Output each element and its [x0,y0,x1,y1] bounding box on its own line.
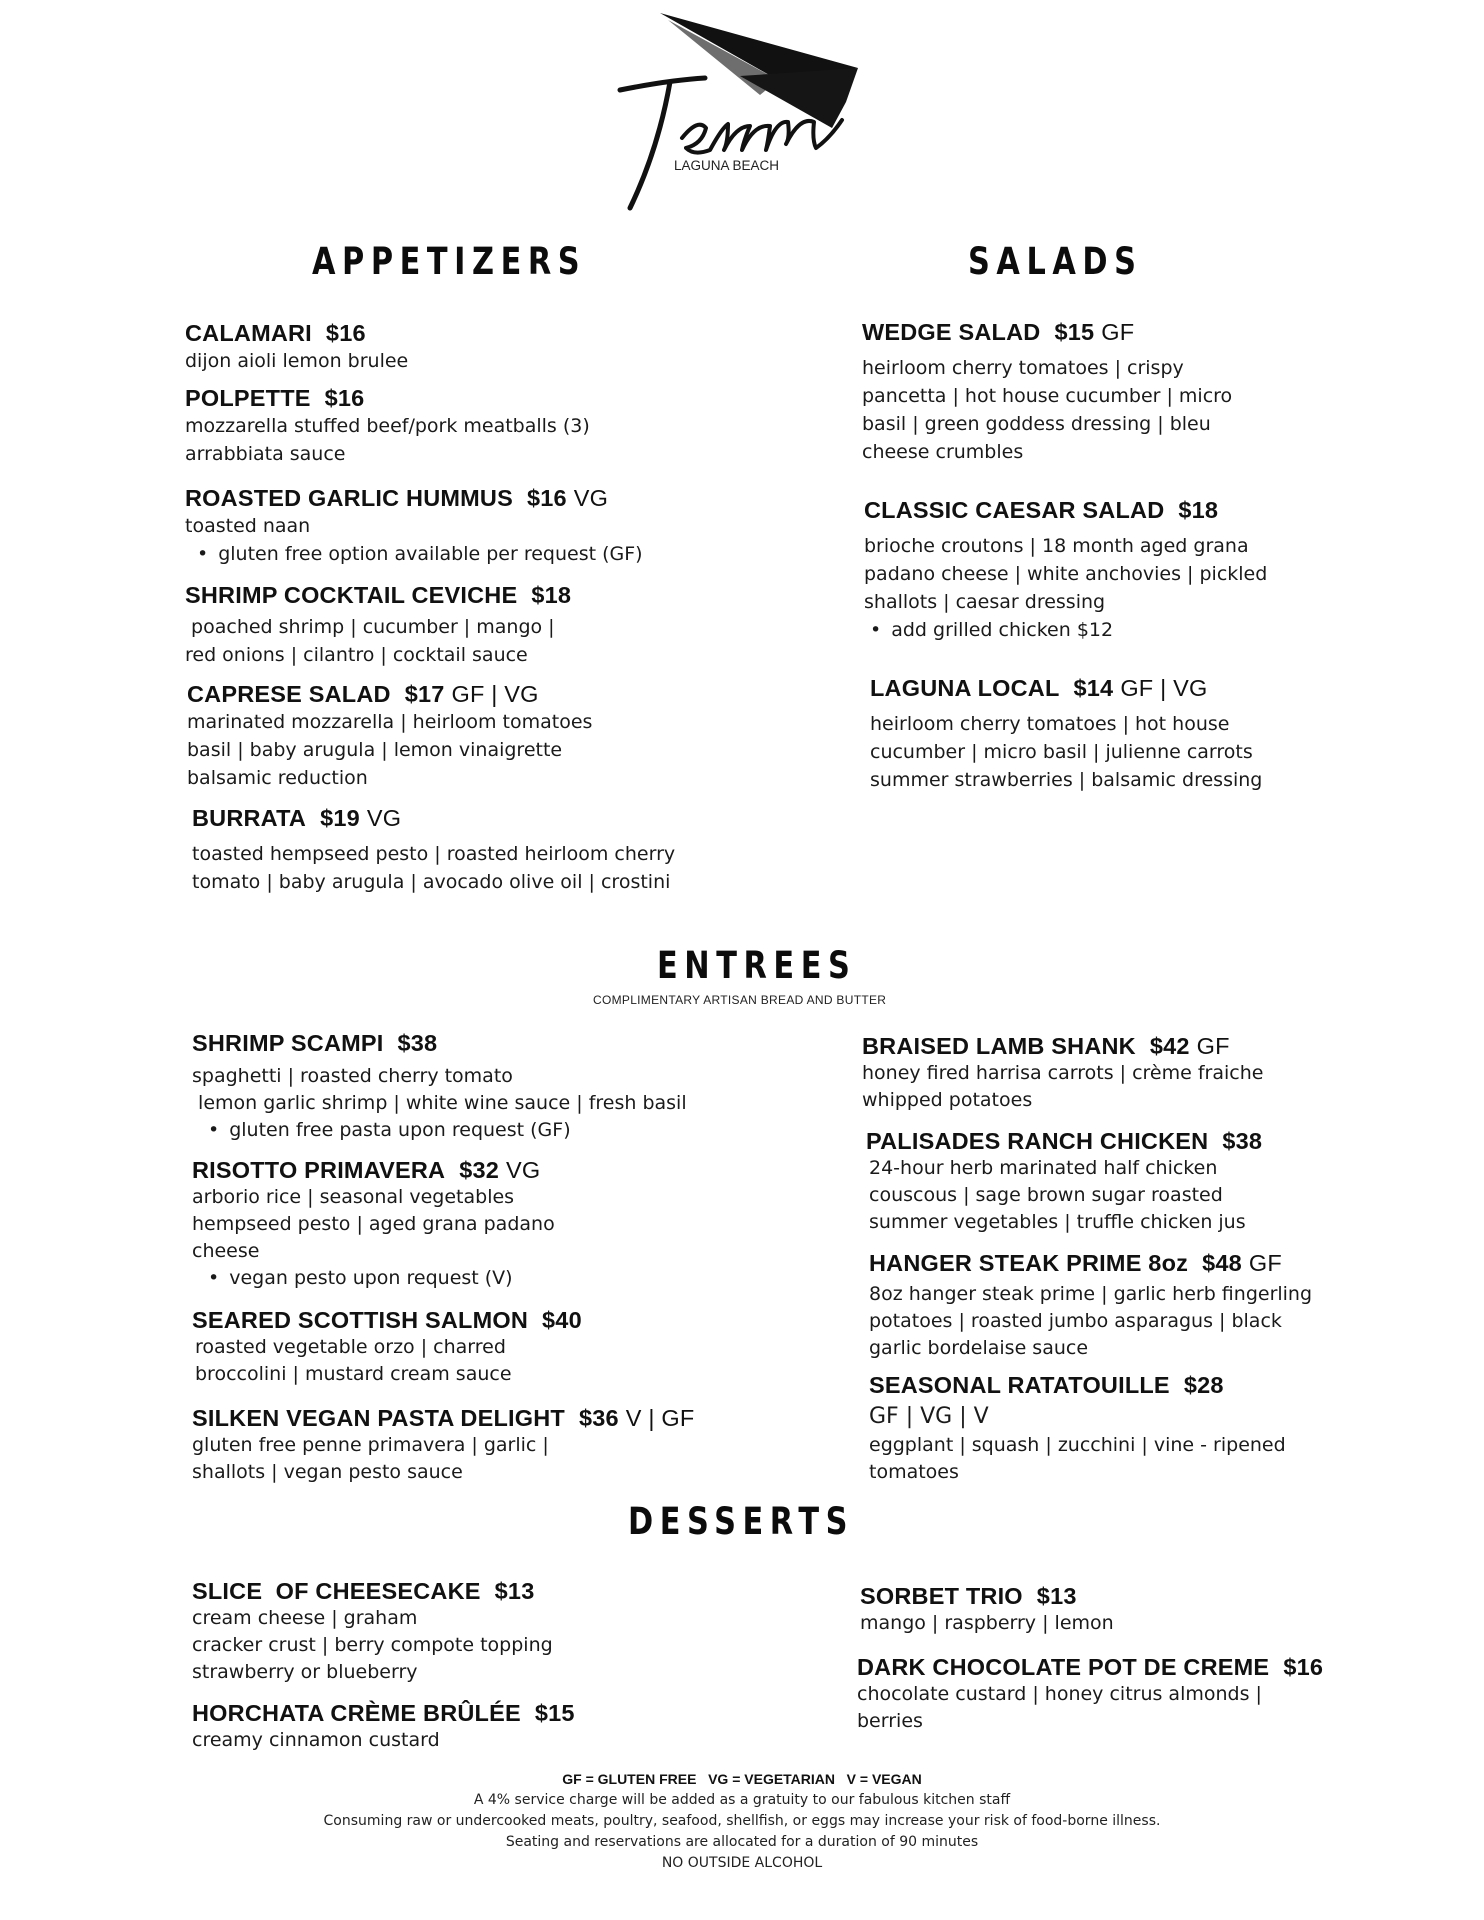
item-description: basil | green goddess dressing | bleu [862,413,1211,435]
item-name: HANGER STEAK PRIME 8oz [869,1250,1189,1276]
salad-item [862,319,1232,466]
dessert-item [860,1583,1114,1637]
entree-item [192,1157,555,1292]
item-description: whipped potatoes [862,1089,1033,1111]
item-price: $42 [1149,1033,1190,1059]
diet-tag: GF | VG | V [869,1404,989,1429]
entrees-heading: ENTREES [657,944,857,987]
item-name: CLASSIC CAESAR SALAD [864,497,1165,523]
salads-heading: SALADS [968,240,1143,283]
t-stem [630,82,670,208]
dessert-item [192,1578,553,1686]
item-description: cucumber | micro basil | julienne carrots [870,741,1253,763]
item-description: shallots | caesar dressing [864,591,1106,613]
item-note-bullet: • vegan pesto upon request (V) [192,1265,555,1292]
item-description: gluten free penne primavera | garlic | [192,1434,549,1456]
appetizer-item [185,320,408,375]
item-description: summer strawberries | balsamic dressing [870,769,1263,791]
item-description: padano cheese | white anchovies | pickled [864,563,1268,585]
diet-tag: VG [573,485,609,511]
item-name: SEASONAL RATATOUILLE [869,1372,1170,1398]
item-note-bullet: • add grilled chicken $12 [864,616,1267,644]
item-price: $16 [324,385,365,411]
entree-item [192,1405,694,1486]
food-safety-warning: Consuming raw or undercooked meats, poultry, seafood, shellfish, or eggs may increase your risk of food-borne illness. [323,1813,1161,1829]
item-note-bullet: • gluten free option available per request (GF) [185,540,643,568]
item-description: spaghetti | roasted cherry tomato [192,1065,513,1087]
item-price: $13 [494,1578,535,1604]
item-description: arborio rice | seasonal vegetables [192,1186,515,1208]
terra-logo [610,10,880,215]
erra-script [682,120,842,153]
item-description: chocolate custard | honey citrus almonds | [857,1683,1262,1705]
item-name: BURRATA [192,805,307,831]
item-name: POLPETTE [185,385,311,411]
dessert-item [857,1654,1323,1735]
item-description: summer vegetables | truffle chicken jus [869,1211,1246,1233]
item-note-bullet: • gluten free pasta upon request (GF) [192,1117,687,1144]
item-description: mozzarella stuffed beef/pork meatballs (3) [185,415,590,437]
appetizer-item [187,681,592,792]
alcohol-note: NO OUTSIDE ALCOHOL [661,1855,823,1871]
dessert-item [192,1700,575,1754]
item-price: $28 [1183,1372,1224,1398]
item-name: SILKEN VEGAN PASTA DELIGHT [192,1405,565,1431]
item-description: garlic bordelaise sauce [869,1337,1089,1359]
item-description: cheese [192,1240,260,1262]
entree-item [862,1033,1263,1114]
item-name: PALISADES RANCH CHICKEN [866,1128,1209,1154]
appetizer-item [192,805,675,896]
item-description: roasted vegetable orzo | charred [195,1336,506,1358]
item-description: tomatoes [869,1461,959,1483]
seating-note: Seating and reservations are allocated for a duration of 90 minutes [505,1834,979,1850]
item-name: WEDGE SALAD [862,319,1041,345]
item-price: $15 [534,1700,575,1726]
item-description: mango | raspberry | lemon [860,1612,1114,1634]
item-price: $19 [320,805,360,831]
item-description: poached shrimp | cucumber | mango | [185,616,555,638]
item-description: toasted naan [185,515,311,537]
item-name: SEARED SCOTTISH SALMON [192,1307,529,1333]
item-description: basil | baby arugula | lemon vinaigrette [187,739,563,761]
item-price: $32 [459,1157,500,1183]
item-description: berries [857,1710,923,1732]
item-price: $16 [325,320,366,346]
item-name: HORCHATA CRÈME BRÛLÉE [192,1700,521,1726]
salad-item [870,675,1262,794]
item-description: cracker crust | berry compote topping [192,1634,553,1656]
item-price: $18 [531,582,572,608]
footer [0,1771,1484,1874]
diet-tag: V | GF [625,1405,695,1431]
diet-tag: GF [1101,319,1135,345]
item-price: $40 [542,1307,582,1333]
entree-item [192,1030,687,1144]
item-name: BRAISED LAMB SHANK [862,1033,1136,1059]
item-description: brioche croutons | 18 month aged grana [864,535,1249,557]
item-price: $14 [1073,675,1114,701]
item-description: creamy cinnamon custard [192,1729,440,1751]
item-description: couscous | sage brown sugar roasted [869,1184,1223,1206]
item-description: tomato | baby arugula | avocado olive oil | crostini [192,871,671,893]
diet-tag: GF [1196,1033,1230,1059]
salad-item [864,497,1267,644]
item-name: RISOTTO PRIMAVERA [192,1157,446,1183]
diet-tag: VG [506,1157,541,1183]
item-name: SHRIMP SCAMPI [192,1030,384,1056]
service-charge-note: A 4% service charge will be added as a gratuity to our fabulous kitchen staff [473,1792,1011,1808]
appetizers-heading: APPETIZERS [312,240,587,283]
terra-logo-mark [610,10,880,215]
item-name: CAPRESE SALAD [187,681,391,707]
entree-item [192,1307,582,1388]
item-price: $16 [526,485,567,511]
desserts-heading: DESSERTS [628,1500,855,1543]
item-name: SHRIMP COCKTAIL CEVICHE [185,582,518,608]
item-price: $15 [1054,319,1095,345]
item-name: LAGUNA LOCAL [870,675,1060,701]
item-name: SLICE OF CHEESECAKE [192,1578,481,1604]
item-name: CALAMARI [185,320,312,346]
item-price: $16 [1283,1654,1324,1680]
item-description: 24-hour herb marinated half chicken [869,1157,1218,1179]
item-description: shallots | vegan pesto sauce [192,1461,463,1483]
item-description: dijon aioli lemon brulee [185,350,409,372]
item-description: toasted hempseed pesto | roasted heirloom cherry [192,843,676,865]
item-description: pancetta | hot house cucumber | micro [862,385,1233,407]
t-crossbar [620,78,705,90]
item-description: heirloom cherry tomatoes | hot house [870,713,1230,735]
item-description: heirloom cherry tomatoes | crispy [862,357,1184,379]
entree-item [869,1250,1312,1362]
item-description: honey fired harrisa carrots | crème fraiche [862,1062,1264,1084]
diet-tag: GF [1248,1250,1282,1276]
item-price: $38 [1222,1128,1263,1154]
item-description: potatoes | roasted jumbo asparagus | black [869,1310,1282,1332]
item-description: marinated mozzarella | heirloom tomatoes [187,711,593,733]
entree-item [869,1372,1286,1486]
appetizer-item [185,485,643,568]
item-name: ROASTED GARLIC HUMMUS [185,485,513,511]
item-price: $18 [1178,497,1219,523]
item-name: SORBET TRIO [860,1583,1023,1609]
diet-tag: VG [366,805,402,831]
item-price: $13 [1036,1583,1077,1609]
entrees-note: COMPLIMENTARY ARTISAN BREAD AND BUTTER [593,993,887,1007]
item-description: 8oz hanger steak prime | garlic herb fingerling [869,1283,1313,1305]
item-price: $48 [1202,1250,1242,1276]
diet-tag: GF | VG [451,681,539,707]
appetizer-item [185,582,571,669]
item-description: red onions | cilantro | cocktail sauce [185,644,528,666]
appetizer-item [185,385,590,468]
item-description: cream cheese | graham [192,1607,418,1629]
item-description: eggplant | squash | zucchini | vine - ripened [869,1434,1286,1456]
item-description: lemon garlic shrimp | white wine sauce | fresh basil [192,1092,687,1114]
item-price: $38 [397,1030,438,1056]
entree-item [866,1128,1262,1236]
item-description: arrabbiata sauce [185,443,346,465]
item-description: strawberry or blueberry [192,1661,418,1683]
diet-legend: GF = GLUTEN FREE VG = VEGETARIAN V = VEGAN [562,1771,922,1787]
item-price: $36 [578,1405,619,1431]
item-description: balsamic reduction [187,767,368,789]
item-name: DARK CHOCOLATE POT DE CREME [857,1654,1270,1680]
diet-tag: GF | VG [1120,675,1208,701]
logo-location: LAGUNA BEACH [674,158,780,173]
item-price: $17 [404,681,445,707]
item-description: broccolini | mustard cream sauce [195,1363,512,1385]
item-description: hempseed pesto | aged grana padano [192,1213,555,1235]
item-description: cheese crumbles [862,441,1024,463]
